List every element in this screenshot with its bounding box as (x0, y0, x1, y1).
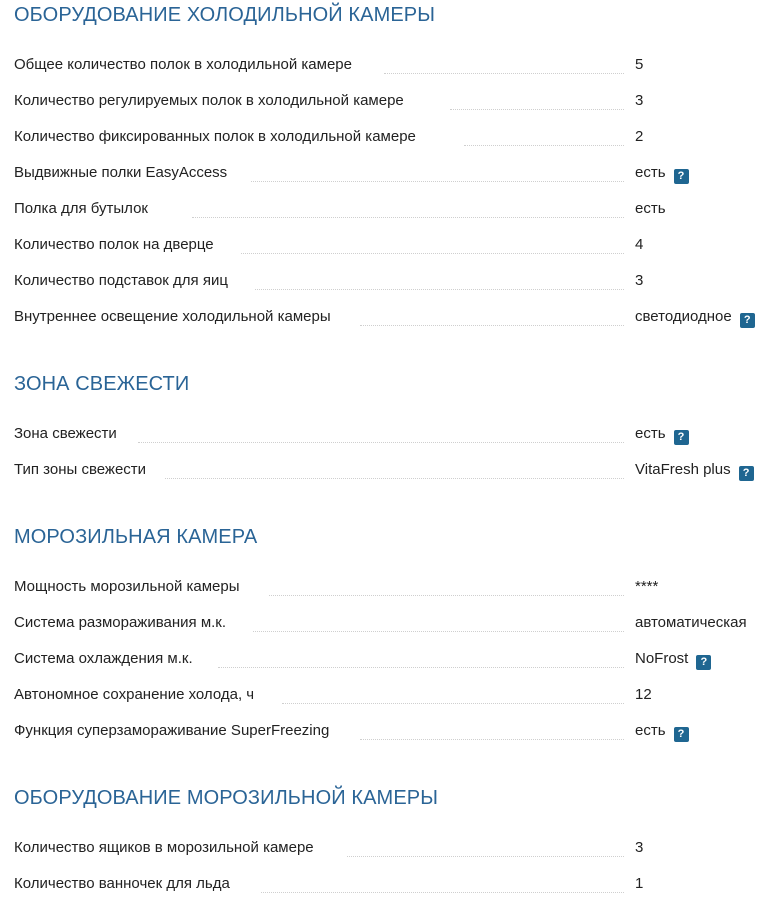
spec-value: 5 (635, 56, 644, 73)
spec-label: Мощность морозильной камеры (14, 578, 240, 595)
question-help-icon[interactable]: ? (674, 727, 689, 742)
spec-row (14, 233, 770, 257)
spec-row (14, 125, 770, 149)
spec-label: Система охлаждения м.к. (14, 650, 193, 667)
question-help-icon[interactable]: ? (739, 466, 754, 481)
question-help-icon[interactable]: ? (674, 169, 689, 184)
spec-row (14, 683, 770, 707)
dotted-leader (261, 892, 624, 893)
spec-row (14, 161, 770, 185)
dotted-leader (138, 442, 624, 443)
spec-row (14, 719, 770, 743)
spec-value-text: есть (635, 425, 666, 442)
spec-value-text: есть (635, 722, 666, 739)
dotted-leader (347, 856, 624, 857)
spec-row (14, 197, 770, 221)
spec-row (14, 458, 770, 482)
dotted-leader (269, 595, 624, 596)
spec-value: 3 (635, 92, 644, 109)
spec-value: есть (635, 200, 666, 217)
spec-row (14, 872, 770, 896)
dotted-leader (450, 109, 624, 110)
dotted-leader (218, 667, 624, 668)
spec-label: Тип зоны свежести (14, 461, 147, 478)
question-help-icon[interactable]: ? (740, 313, 755, 328)
section-title-freezer: МОРОЗИЛЬНАЯ КАМЕРА (14, 526, 258, 548)
dotted-leader (241, 253, 624, 254)
spec-label: Функция суперзамораживание SuperFreezing (14, 722, 330, 739)
spec-value: 2 (635, 128, 644, 145)
spec-value (635, 647, 711, 671)
spec-row (14, 575, 770, 599)
dotted-leader (360, 739, 624, 740)
spec-value-text: VitaFresh plus (635, 461, 731, 478)
spec-value: 12 (635, 686, 652, 703)
spec-value (635, 305, 755, 329)
dotted-leader (384, 73, 624, 74)
spec-label: Автономное сохранение холода, ч (14, 686, 255, 703)
spec-label: Общее количество полок в холодильной камере (14, 56, 352, 73)
spec-row (14, 53, 770, 77)
spec-value-text: есть (635, 164, 666, 181)
spec-row (14, 836, 770, 860)
dotted-leader (251, 181, 624, 182)
question-help-icon[interactable]: ? (674, 430, 689, 445)
spec-value (635, 719, 689, 743)
spec-label: Выдвижные полки EasyAccess (14, 164, 228, 181)
question-help-icon[interactable]: ? (696, 655, 711, 670)
spec-row (14, 269, 770, 293)
dotted-leader (192, 217, 624, 218)
spec-value: 4 (635, 236, 644, 253)
spec-label: Количество регулируемых полок в холодильной камере (14, 92, 404, 109)
dotted-leader (464, 145, 624, 146)
spec-value-text: NoFrost (635, 650, 689, 667)
spec-value: 3 (635, 272, 644, 289)
spec-label: Зона свежести (14, 425, 117, 442)
dotted-leader (282, 703, 624, 704)
spec-value (635, 458, 754, 482)
spec-value (635, 161, 689, 185)
dotted-leader (360, 325, 624, 326)
spec-value: автоматическая (635, 614, 747, 631)
spec-label: Количество фиксированных полок в холодильной камере (14, 128, 416, 145)
spec-value-text: светодиодное (635, 308, 732, 325)
dotted-leader (253, 631, 624, 632)
spec-value: 1 (635, 875, 644, 892)
spec-row (14, 647, 770, 671)
section-title-fridge-equipment: ОБОРУДОВАНИЕ ХОЛОДИЛЬНОЙ КАМЕРЫ (14, 4, 436, 26)
spec-row (14, 305, 770, 329)
spec-label: Количество полок на дверце (14, 236, 214, 253)
spec-label: Полка для бутылок (14, 200, 148, 217)
spec-label: Система размораживания м.к. (14, 614, 227, 631)
spec-row (14, 89, 770, 113)
spec-label: Количество подставок для яиц (14, 272, 228, 289)
spec-value (635, 422, 689, 446)
dotted-leader (255, 289, 624, 290)
section-title-freezer-equipment: ОБОРУДОВАНИЕ МОРОЗИЛЬНОЙ КАМЕРЫ (14, 787, 438, 809)
dotted-leader (165, 478, 624, 479)
spec-row (14, 611, 770, 635)
spec-value: 3 (635, 839, 644, 856)
spec-label: Количество ящиков в морозильной камере (14, 839, 314, 856)
spec-label: Внутреннее освещение холодильной камеры (14, 308, 331, 325)
section-title-freshness-zone: ЗОНА СВЕЖЕСТИ (14, 373, 190, 395)
spec-value: **** (635, 578, 659, 595)
spec-label: Количество ванночек для льда (14, 875, 230, 892)
spec-row (14, 422, 770, 446)
